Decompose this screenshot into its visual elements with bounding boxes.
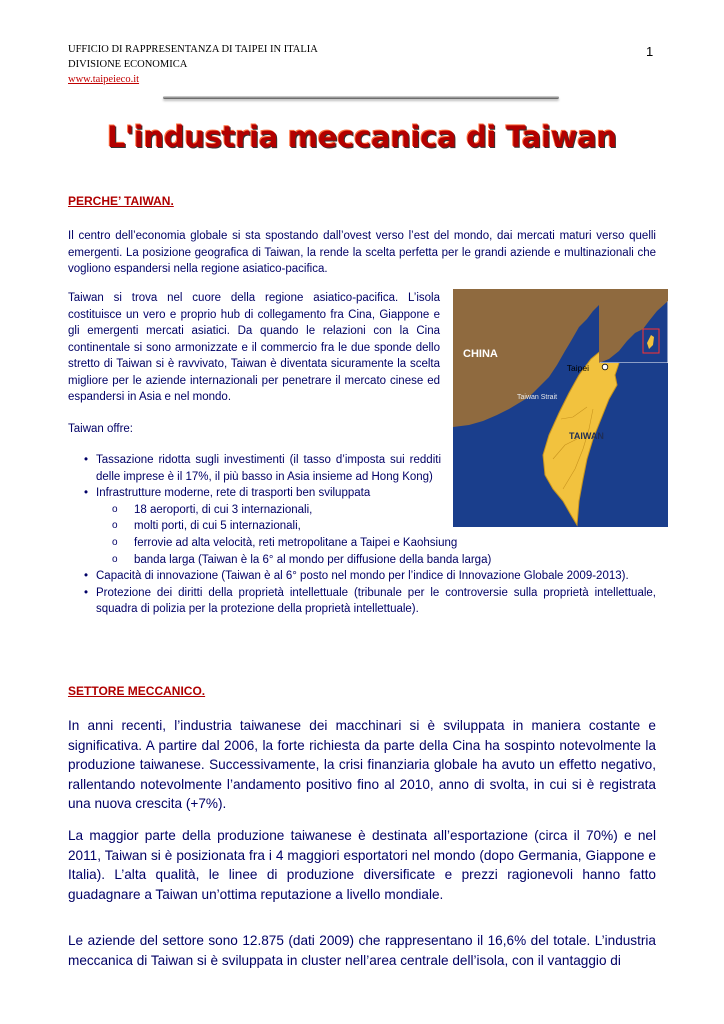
sub-list-item: o ferrovie ad alta velocità, reti metropolitane a Taipei e Kaohsiung: [86, 535, 656, 552]
section-heading-perche-taiwan: PERCHE’ TAIWAN.: [68, 194, 174, 208]
paragraph-export: La maggior parte della produzione taiwanese è destinata all’esportazione (circa il 70%) e nel 2011, Taiwan si è posizionata fra i 4 maggiori esportatori nel mondo (dopo Germania, Giappone e Italia). L’alta qualità, le linee di produzione diversificate e prezzi ragionevoli hanno fatto guadagnare a Taiwan un’ottima reputazione a livello mondiale.: [68, 828, 656, 902]
paragraph-companies: Le aziende del settore sono 12.875 (dati 2009) che rappresentano il 16,6% del totale. L’industria meccanica di Taiwan si è sviluppata in cluster nell’area centrale dell’isola, con il vantaggio di: [68, 933, 656, 968]
header-website-link[interactable]: www.taipeieco.it: [68, 74, 140, 85]
document-title: L'industria meccanica di Taiwan: [107, 120, 617, 154]
map-label-taipei: Taipei: [566, 363, 589, 373]
map-inset-locator: [599, 289, 668, 363]
map-label-china: CHINA: [463, 348, 498, 360]
document-header: [68, 42, 318, 87]
paragraph-global-economy: Il centro dell’economia globale si sta spostando dall’ovest verso l’est del mondo, dai mercati maturi verso quelli emergenti. La posizione geografica di Taiwan, la rende la scelta perfetta per le grandi aziende e multinazionali che vogliono espandersi nella regione asiatico-pacifica.: [68, 230, 656, 275]
sub-list-item: o banda larga (Taiwan è la 6° al mondo per diffusione della banda larga): [86, 552, 656, 569]
sub-list-item: o molti porti, di cui 5 internazionali,: [86, 518, 656, 535]
list-item: • Protezione dei diritti della proprietà intellettuale (tribunale per le controversie sulla proprietà intellettuale, squadra di polizia per la protezione della proprietà intellettuale).: [86, 585, 656, 618]
header-division: DIVISIONE ECONOMICA: [68, 59, 188, 70]
list-item: • Capacità di innovazione (Taiwan è al 6° posto nel mondo per l’indice di Innovazione Globale 2009-2013).: [86, 568, 656, 585]
header-office: UFFICIO DI RAPPRESENTANZA DI TAIPEI IN ITALIA: [68, 44, 318, 55]
paragraph-industry-growth: In anni recenti, l’industria taiwanese dei macchinari si è sviluppata in maniera costante e significativa. A partire dal 2006, la forte richiesta da parte della Cina ha sospinto notevolmente la produzione taiwanese. Successivamente, la crisi finanziaria globale ha avuto un effetto negativo, rallentando notevolmente l’andamento positivo fino al 2010, anno di svolta, in cui si è registrata una nuova crescita (+7%).: [68, 718, 656, 811]
taipei-marker-icon: [602, 364, 608, 370]
paragraph-taiwan-offre: Taiwan offre:: [68, 423, 133, 435]
page-number: 1: [646, 44, 654, 59]
section-heading-settore-meccanico: SETTORE MECCANICO.: [68, 684, 206, 698]
sub-list-item: o 18 aeroporti, di cui 3 internazionali,: [86, 502, 656, 519]
list-item: • Tassazione ridotta sugli investimenti (il tasso d’imposta sui redditi delle imprese è il 17%, il più basso in Asia insieme ad Hong Kong): [86, 452, 441, 485]
header-divider: [163, 96, 559, 99]
map-label-taiwan: TAIWAN: [569, 431, 604, 441]
list-item: • Infrastrutture moderne, rete di trasporti ben sviluppata: [86, 485, 656, 502]
paragraph-taiwan-hub: Taiwan si trova nel cuore della regione asiatico-pacifica. L’isola costituisce un vero e proprio hub di collegamento fra Cina, Giappone e gli emergenti mercati asiatici. Da quando le relazioni con la Cina continentale si sono armonizzate e il commercio fra le due sponde dello stretto di Taiwan si è ravvivato, Taiwan è diventata sicuramente la scelta migliore per le aziende internazionali per penetrare il mercato cinese ed espandersi in Asia e nel mondo.: [68, 292, 440, 403]
map-label-strait: Taiwan Strait: [517, 394, 558, 401]
